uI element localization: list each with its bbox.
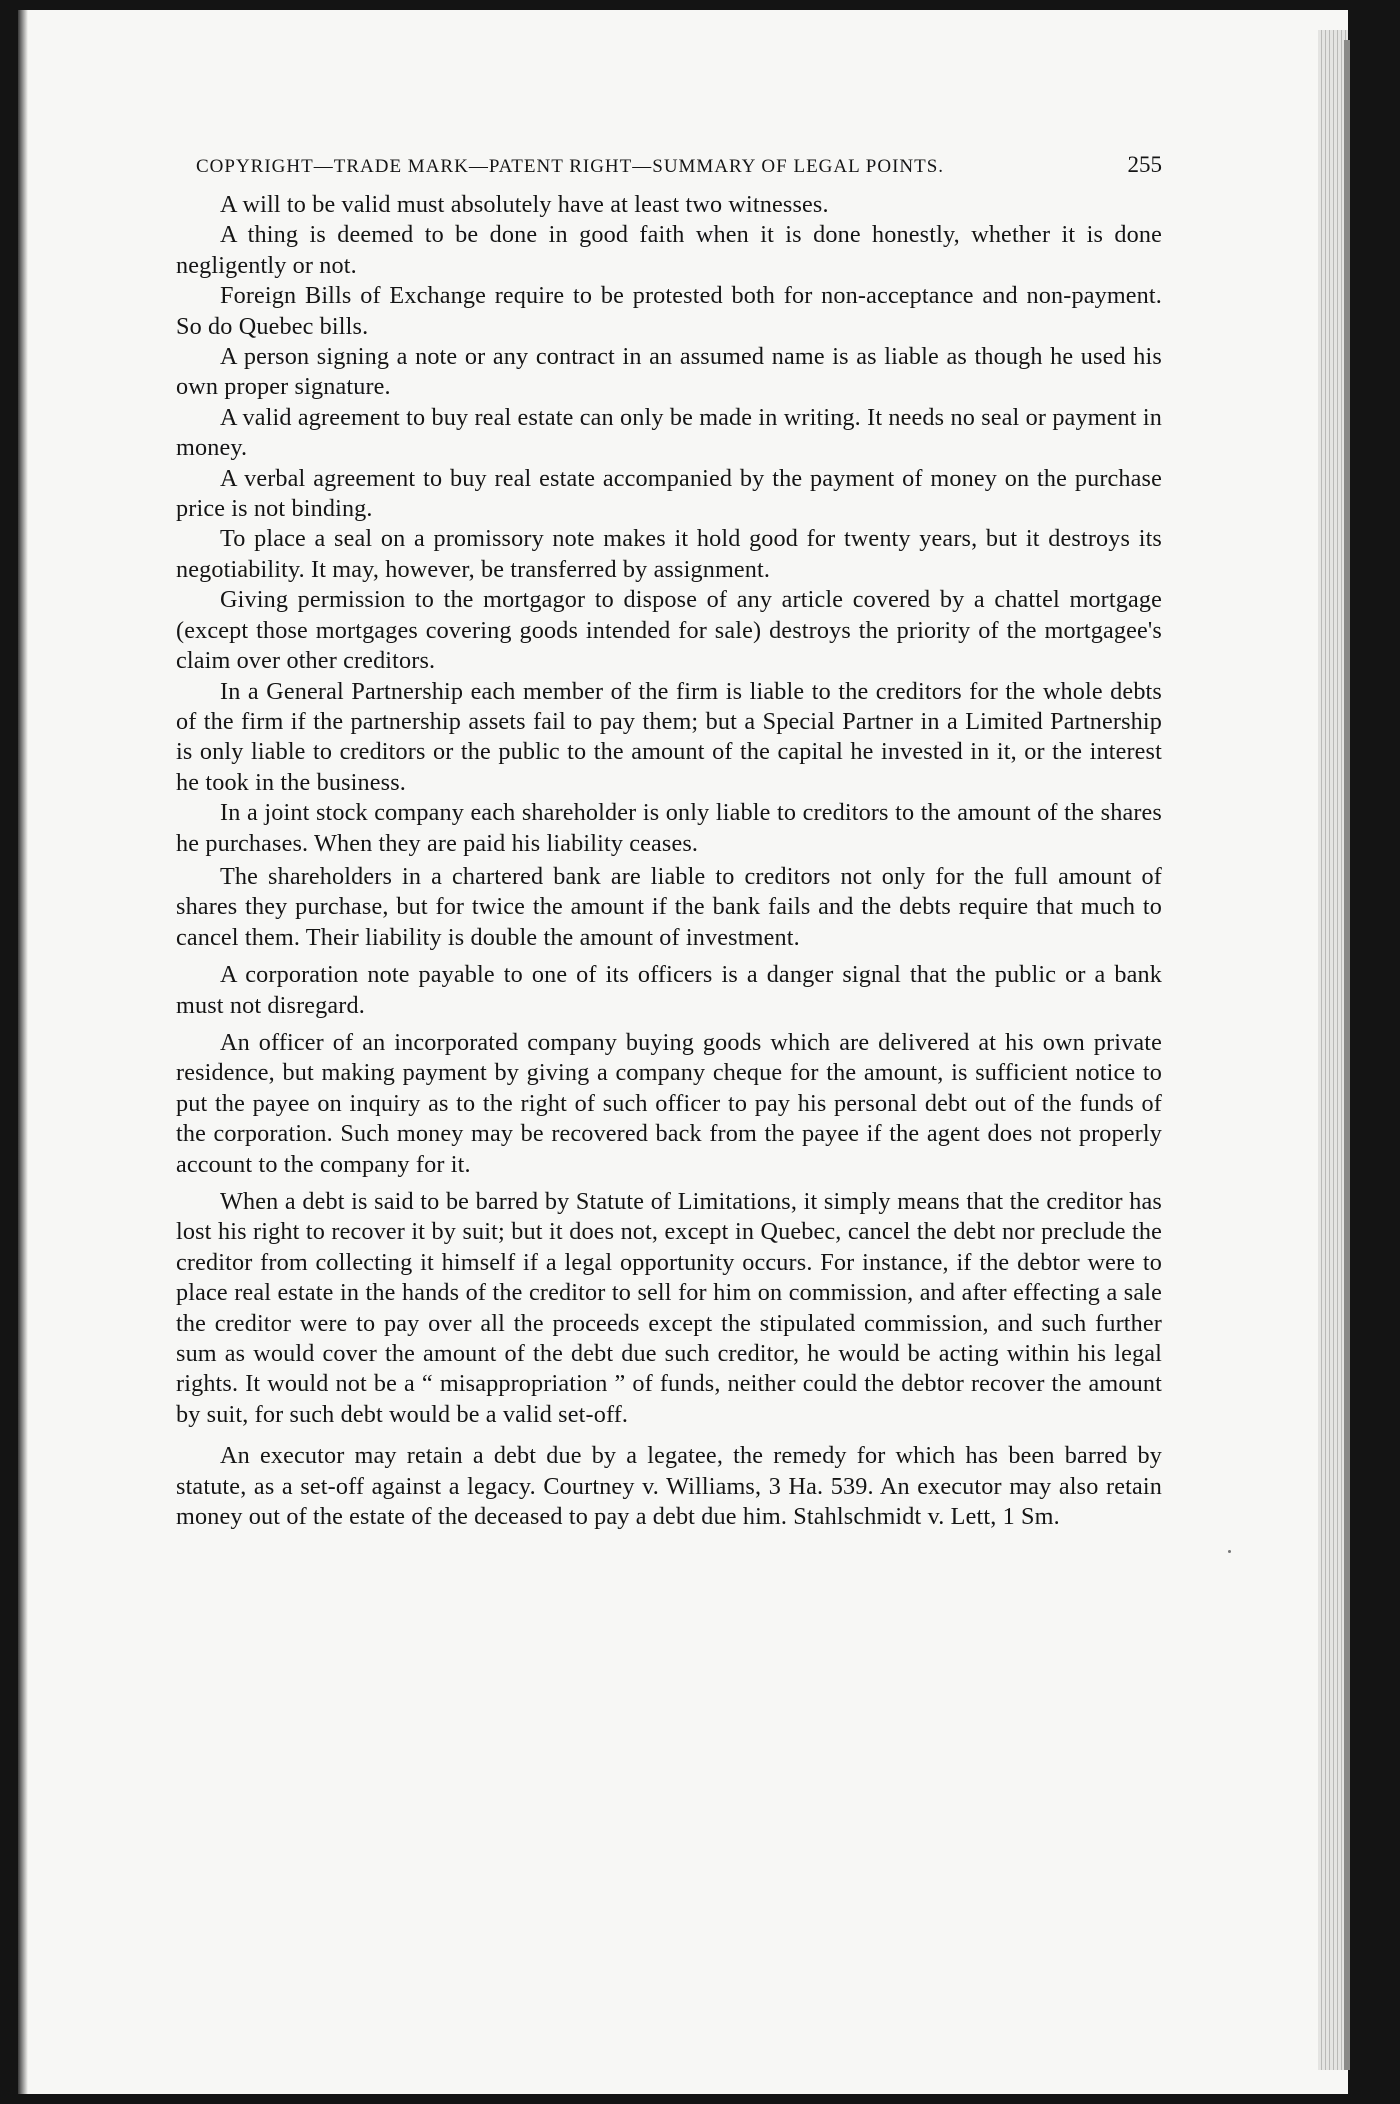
paragraph: In a joint stock company each shareholder is only liable to creditors to the amount of the shares he purchases. When they are paid his liability ceases. xyxy=(176,799,1162,857)
paragraph: When a debt is said to be barred by Statute of Limitations, it simply means that the creditor has lost his right to recover it by suit; but it does not, except in Quebec, cancel the debt nor preclude the creditor from collecting it himself if a legal opportunity occurs. For instance, if the debtor were to place real estate in the hands of the creditor to sell for him on commission, and after effecting a sale the creditor were to pay over all the proceeds except the stipulated commission, and such further sum as would cover the amount of the debt due such creditor, he would be acting within his legal rights. It would not be a “ misappropriation ” of funds, neither could the debtor recover the amount by suit, for such debt would be a valid set-off. xyxy=(176,1188,1162,1428)
paragraph: Giving permission to the mortgagor to dispose of any article covered by a chattel mortgage (except those mortgages covering goods intended for sale) destroys the priority of the mortgagee's claim over other creditors. xyxy=(176,586,1162,675)
paragraph: An officer of an incorporated company buying goods which are delivered at his own private residence, but making payment by giving a company cheque for the amount, is sufficient notice to put the payee on inquiry as to the right of such officer to pay his personal debt out of the funds of the corporation. Such money may be recovered back from the payee if the agent does not properly account to the company for it. xyxy=(176,1028,1162,1178)
paragraph: Foreign Bills of Exchange require to be protested both for non-acceptance and non-payment. So do Quebec bills. xyxy=(176,282,1162,340)
page-number: 255 xyxy=(1127,152,1162,177)
paragraph: A will to be valid must absolutely have at least two witnesses. xyxy=(220,191,829,218)
paragraph: A corporation note payable to one of its officers is a danger signal that the public or a bank must not disregard. xyxy=(176,961,1162,1019)
running-title: COPYRIGHT—TRADE MARK—PATENT RIGHT—SUMMARY OF LEGAL POINTS. xyxy=(196,156,945,177)
paragraph: In a General Partnership each member of the firm is liable to the creditors for the whole debts of the firm if the partnership assets fail to pay them; but a Special Partner in a Limited Partnership is only liable to creditors or the public to the amount of the capital he invested in it, or the interest he took in the business. xyxy=(176,677,1162,796)
paragraph: The shareholders in a chartered bank are liable to creditors not only for the full amount of shares they purchase, but for twice the amount if the bank fails and the debts require that much to cancel them. Their liability is double the amount of investment. xyxy=(176,862,1162,951)
paragraph: A thing is deemed to be done in good faith when it is done honestly, whether it is done negligently or not. xyxy=(176,221,1162,279)
paragraph: A verbal agreement to buy real estate accompanied by the payment of money on the purchase price is not binding. xyxy=(176,464,1162,523)
dust-speck xyxy=(1228,1550,1231,1553)
body-text xyxy=(176,190,1162,1532)
paragraph: An executor may retain a debt due by a legatee, the remedy for which has been barred by statute, as a set-off against a legacy. Courtney v. Williams, 3 Ha. 539. An executor may also retain money out of the estate of the deceased to pay a debt due him. Stahlschmidt v. Lett, 1 Sm. xyxy=(176,1442,1162,1531)
paragraph: A valid agreement to buy real estate can only be made in writing. It needs no seal or payment in money. xyxy=(176,403,1162,462)
paragraph: A person signing a note or any contract in an assumed name is as liable as though he used his own proper signature. xyxy=(176,343,1162,401)
binding-shadow xyxy=(18,10,28,2094)
running-header xyxy=(176,152,1162,178)
page-content xyxy=(176,152,1162,1532)
paragraph: To place a seal on a promissory note makes it hold good for twenty years, but it destroys its negotiability. It may, however, be transferred by assignment. xyxy=(176,525,1162,583)
book-edge-shadow xyxy=(1344,40,1350,2070)
